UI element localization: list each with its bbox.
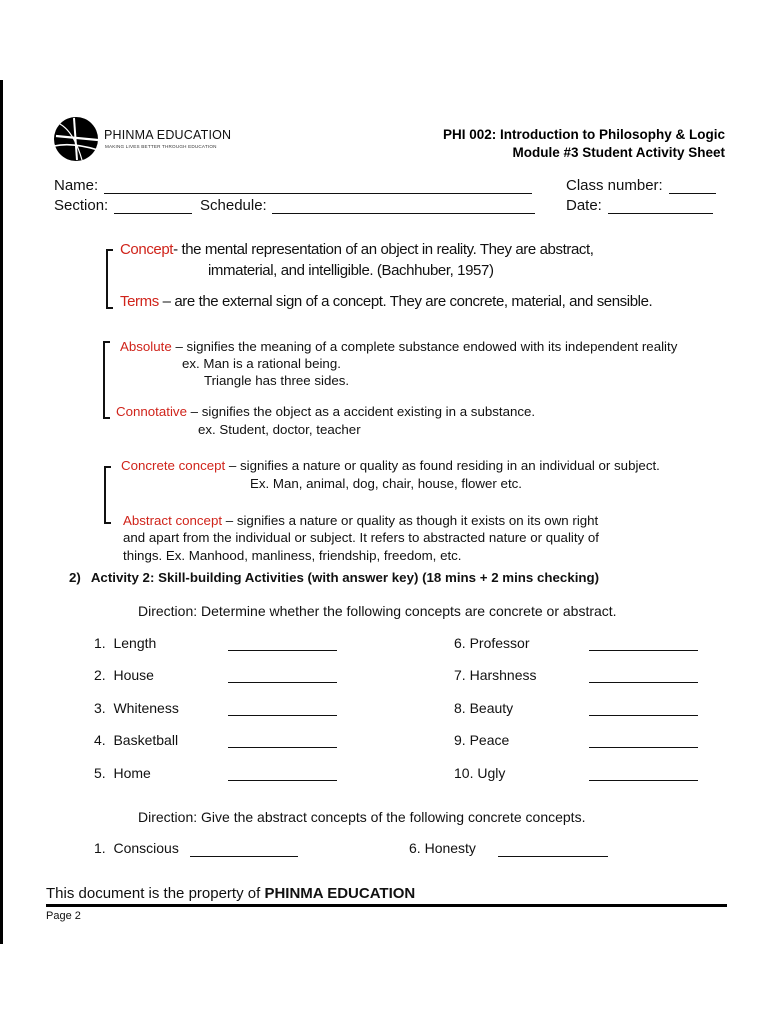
logo-name: PHINMA EDUCATION [104,128,232,142]
definition-abstract-concept [123,513,598,528]
list-item: 4. Basketball [94,732,179,748]
answer-blank-6[interactable] [589,634,698,651]
class-number-label: Class number: [566,177,663,194]
page-number: Page 2 [46,910,81,922]
left-edge-rule [0,80,3,944]
definition-abstract-line2: and apart from the individual or subject. It refers to abstracted nature or quality of [123,530,599,545]
definition-concept-text: - the mental representation of an object in reality. They are abstract, [173,241,594,258]
logo-tagline: MAKING LIVES BETTER THROUGH EDUCATION [105,144,217,149]
definition-concept-line2: immaterial, and intelligible. (Bachhuber, 1957) [208,262,494,279]
answer-blank-8[interactable] [589,699,698,716]
connotative-example: ex. Student, doctor, teacher [198,422,361,437]
phinma-logo-icon [52,116,102,162]
answer-blank-part2-1[interactable] [190,840,298,857]
direction-1: Direction: Determine whether the following concepts are concrete or abstract. [138,603,617,619]
answer-blank-2[interactable] [228,666,337,683]
bracket-group-3 [104,466,111,524]
definition-terms-text: – are the external sign of a concept. They are concrete, material, and sensible. [158,293,653,310]
list-item: 1. Length [94,635,157,651]
list-item: 3. Whiteness [94,700,179,716]
list-item: 6. Honesty [409,840,476,856]
direction-2: Direction: Give the abstract concepts of the following concrete concepts. [138,809,586,825]
answer-blank-part2-6[interactable] [498,840,608,857]
module-title: Module #3 Student Activity Sheet [512,145,725,160]
footer-rule [46,904,727,907]
term-connotative: Connotative [116,404,187,419]
section-label: Section: [54,197,109,214]
property-owner: PHINMA EDUCATION [264,885,416,902]
list-item: 9. Peace [454,732,510,748]
name-label: Name: [54,177,99,194]
activity-heading [69,570,599,585]
definition-connotative-text: – signifies the object as a accident existing in a substance. [186,404,536,419]
list-item: 7. Harshness [454,667,537,683]
list-item: 10. Ugly [454,765,506,781]
answer-blank-5[interactable] [228,764,337,781]
bracket-group-2 [103,341,110,419]
definition-absolute-text: – signifies the meaning of a complete substance endowed with its independent reality [171,339,678,354]
definition-abstract-line3: things. Ex. Manhood, manliness, friendship, freedom, etc. [123,548,462,563]
definition-terms [120,293,652,310]
property-notice: This document is the property of PHINMA EDUCATION [46,885,416,902]
list-item: 5. Home [94,765,151,781]
list-item: 2. House [94,667,154,683]
term-concept: Concept [120,241,174,258]
definition-abstract-text: – signifies a nature or quality as though it exists on its own right [222,513,599,528]
answer-blank-3[interactable] [228,699,337,716]
answer-blank-1[interactable] [228,634,337,651]
answer-blank-10[interactable] [589,764,698,781]
definition-concept [120,241,594,258]
date-field[interactable] [608,199,713,214]
bracket-group-1 [106,249,113,309]
absolute-example-2: Triangle has three sides. [204,373,350,388]
concrete-example: Ex. Man, animal, dog, chair, house, flower etc. [250,476,522,491]
term-terms: Terms [120,293,159,310]
date-label: Date: [566,197,602,214]
definition-concrete-text: – signifies a nature or quality as found residing in an individual or subject. [225,458,660,473]
activity-title: Activity 2: Skill-building Activities (with answer key) (18 mins + 2 mins checking) [90,570,600,585]
answer-blank-7[interactable] [589,666,698,683]
answer-blank-9[interactable] [589,731,698,748]
absolute-example-1: ex. Man is a rational being. [182,356,341,371]
term-absolute: Absolute [120,339,172,354]
answer-blank-4[interactable] [228,731,337,748]
definition-connotative [116,404,535,419]
list-item: 1. Conscious [94,840,179,856]
term-abstract-concept: Abstract concept [123,513,223,528]
class-number-field[interactable] [669,179,716,194]
list-item: 6. Professor [454,635,530,651]
definition-concrete-concept [121,458,660,473]
section-field[interactable] [114,199,192,214]
schedule-field[interactable] [272,199,535,214]
definition-absolute [120,339,677,354]
activity-number: 2) [69,570,81,585]
schedule-label: Schedule: [200,197,267,214]
course-title: PHI 002: Introduction to Philosophy & Logic [442,127,725,142]
term-concrete-concept: Concrete concept [121,458,226,473]
list-item: 8. Beauty [454,700,514,716]
name-field[interactable] [104,179,532,194]
